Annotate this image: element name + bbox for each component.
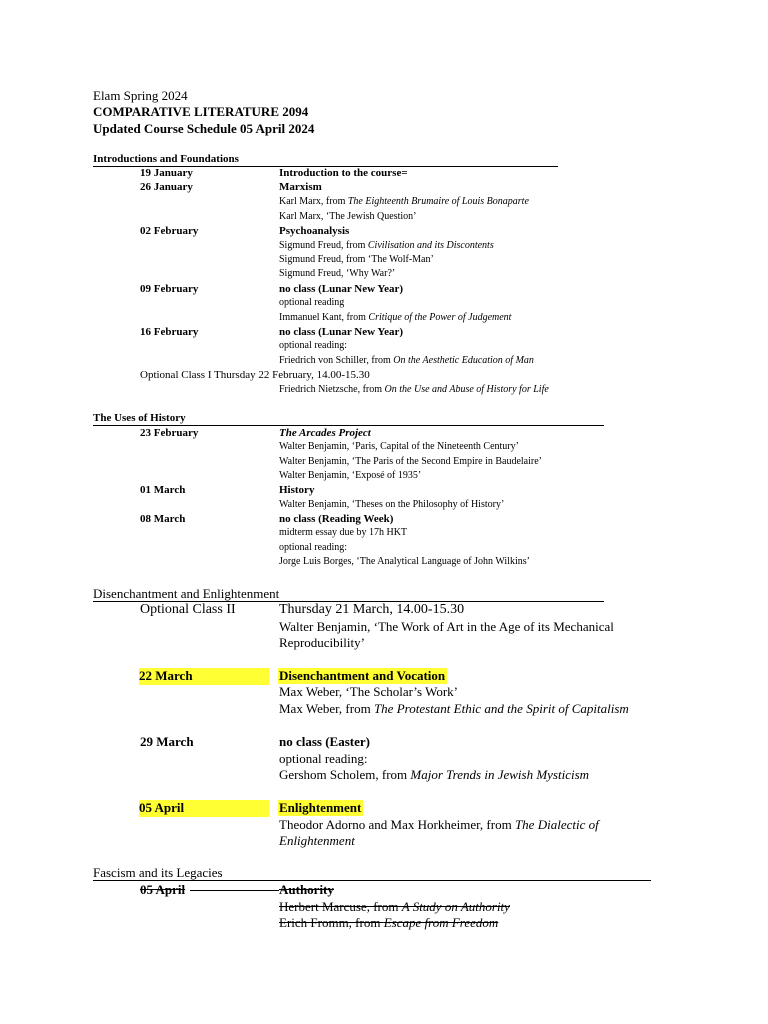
topic: no class (Reading Week) xyxy=(279,513,394,525)
topic: Introduction to the course= xyxy=(279,167,408,179)
reading: Reproducibility’ xyxy=(279,635,365,650)
optional-class: Optional Class I Thursday 22 February, 14.00-15.30 xyxy=(140,369,370,381)
date: 16 February xyxy=(140,326,199,338)
reading: Theodor Adorno and Max Horkheimer, from The Dialectic of xyxy=(279,817,599,832)
date: 01 March xyxy=(140,484,186,496)
section-title-fascism: Fascism and its Legacies xyxy=(93,865,223,880)
reading: Max Weber, from The Protestant Ethic and the Spirit of Capitalism xyxy=(279,701,629,716)
reading: Walter Benjamin, ‘Paris, Capital of the Nineteenth Century’ xyxy=(279,441,519,452)
reading: Walter Benjamin, ‘The Work of Art in the Age of its Mechanical xyxy=(279,619,614,634)
reading-struck: Erich Fromm, from Escape from Freedom xyxy=(279,915,499,930)
date: 19 January xyxy=(140,167,193,179)
topic: no class (Lunar New Year) xyxy=(279,326,404,338)
topic: The Arcades Project xyxy=(279,427,371,439)
reading: optional reading: xyxy=(279,340,348,351)
topic: Marxism xyxy=(279,181,322,193)
topic-highlighted: Disenchantment and Vocation xyxy=(279,668,446,683)
section-divider xyxy=(93,880,651,881)
reading: Gershom Scholem, from Major Trends in Jewish Mysticism xyxy=(279,767,590,782)
date-highlighted: 05 April xyxy=(139,800,269,817)
reading: Jorge Luis Borges, ‘The Analytical Language of John Wilkins’ xyxy=(279,556,530,567)
reading: midterm essay due by 17h HKT xyxy=(279,527,408,538)
reading: Walter Benjamin, ‘Theses on the Philosophy of History’ xyxy=(279,499,505,510)
date: 29 March xyxy=(140,734,194,749)
date: 23 February xyxy=(140,427,199,439)
date-struck: 05 April xyxy=(140,882,186,897)
optional-class-label: Optional Class II xyxy=(140,602,236,617)
topic: Psychoanalysis xyxy=(279,225,350,237)
date: 08 March xyxy=(140,513,186,525)
date: 26 January xyxy=(140,181,193,193)
topic-highlighted: Enlightenment xyxy=(279,800,362,815)
reading: Walter Benjamin, ‘Exposé of 1935’ xyxy=(279,470,422,481)
reading-struck: Herbert Marcuse, from A Study on Authority xyxy=(279,899,510,914)
reading: Friedrich Nietzsche, from On the Use and Abuse of History for Life xyxy=(279,384,549,395)
topic: no class (Easter) xyxy=(279,734,370,749)
reading: optional reading: xyxy=(279,542,348,553)
section-title-uses-of-history: The Uses of History xyxy=(93,412,186,424)
reading: Friedrich von Schiller, from On the Aesthetic Education of Man xyxy=(279,355,534,366)
course-title: COMPARATIVE LITERATURE 2094 xyxy=(93,104,309,119)
date-highlighted: 22 March xyxy=(139,668,269,685)
section-title-disenchantment: Disenchantment and Enlightenment xyxy=(93,586,280,601)
reading: Immanuel Kant, from Critique of the Power of Judgement xyxy=(279,312,512,323)
topic-struck: Authority xyxy=(279,882,334,897)
date: 02 February xyxy=(140,225,199,237)
date: 09 February xyxy=(140,283,199,295)
reading: Sigmund Freud, from Civilisation and its Discontents xyxy=(279,240,494,251)
reading: Max Weber, ‘The Scholar’s Work’ xyxy=(279,684,458,699)
topic: History xyxy=(279,484,315,496)
reading: Enlightenment xyxy=(279,833,355,848)
schedule-subtitle: Updated Course Schedule 05 April 2024 xyxy=(93,121,315,136)
reading: Walter Benjamin, ‘The Paris of the Second Empire in Baudelaire’ xyxy=(279,456,542,467)
reading: Sigmund Freud, from ‘The Wolf-Man’ xyxy=(279,254,434,265)
reading: optional reading xyxy=(279,297,345,308)
reading: optional reading: xyxy=(279,751,368,766)
reading: Sigmund Freud, ‘Why War?’ xyxy=(279,268,396,279)
strike-connector xyxy=(190,890,279,891)
reading: Karl Marx, from The Eighteenth Brumaire of Louis Bonaparte xyxy=(279,196,529,207)
optional-class-time: Thursday 21 March, 14.00-15.30 xyxy=(279,602,465,617)
topic: no class (Lunar New Year) xyxy=(279,283,404,295)
section-divider xyxy=(93,425,604,426)
course-term: Elam Spring 2024 xyxy=(93,88,188,103)
reading: Karl Marx, ‘The Jewish Question’ xyxy=(279,211,417,222)
section-title-introductions: Introductions and Foundations xyxy=(93,153,239,165)
